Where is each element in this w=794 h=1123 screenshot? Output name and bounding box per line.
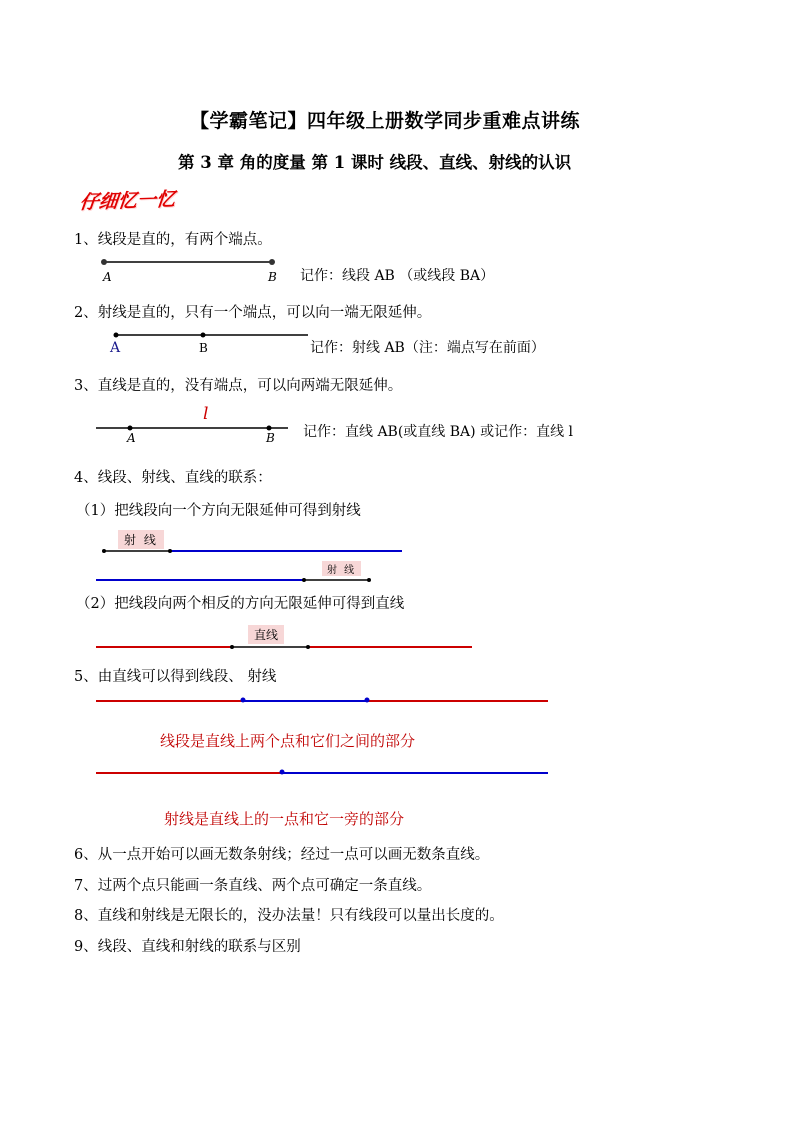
item-2-note: 记作：射线 AB（注：端点写在前面） [310,340,545,356]
ray-label-b: B [199,341,208,355]
line-to-ray-figure [96,770,548,775]
ray-tag-2: 射 线 [322,561,361,576]
chapter-subtitle: 第 3 章 角的度量 第 1 课时 线段、直线、射线的认识 [178,153,572,172]
ray-point-a [114,333,119,338]
item-4-2-text: （2）把线段向两个相反的方向无限延伸可得到直线 [76,596,405,612]
line-label-b: B [266,431,275,445]
item-4-text: 4、线段、射线、直线的联系： [74,470,272,486]
segment-caption: 线段是直线上两个点和它们之间的部分 [160,732,416,750]
item-3-note: 记作：直线 AB(或直线 BA) 或记作：直线 l [303,424,573,440]
item-9-text: 9、线段、直线和射线的联系与区别 [74,939,301,955]
line-label-l: l [203,404,209,424]
item-1-text: 1、线段是直的，有两个端点。 [74,232,272,248]
segment-to-ray-figure-2 [96,578,371,582]
ray-tag-1: 射 线 [118,530,164,549]
segment-label-b: B [268,270,277,284]
item-7-text: 7、过两个点只能画一条直线、两个点可确定一条直线。 [74,878,432,894]
line-figure [96,426,288,431]
ray-caption: 射线是直线上的一点和它一旁的部分 [164,810,405,828]
item-3-text: 3、直线是直的，没有端点，可以向两端无限延伸。 [74,378,403,394]
line-to-segment-figure [96,698,548,703]
line-label-a: A [127,431,136,445]
item-5-text: 5、由直线可以得到线段、 射线 [74,669,277,685]
item-8-text: 8、直线和射线是无限长的，没办法量！只有线段可以量出长度的。 [74,908,504,924]
segment-to-line-figure [96,645,472,649]
segment-point-b [269,259,275,265]
segment-figure [101,259,275,265]
line-point-a [128,426,133,431]
review-badge: 仔细忆一忆 [78,188,177,214]
ray-point-b [201,333,206,338]
segment-label-a: A [103,270,112,284]
segment-point-a [101,259,107,265]
ray-figure [114,333,309,338]
item-1-note: 记作：线段 AB （或线段 BA） [300,268,495,284]
item-2-text: 2、射线是直的，只有一个端点，可以向一端无限延伸。 [74,305,432,321]
item-6-text: 6、从一点开始可以画无数条射线；经过一点可以画无数条直线。 [74,847,490,863]
ray-label-a: A [110,340,121,356]
line-tag: 直线 [248,625,284,644]
line-point-b [267,426,272,431]
segment-to-ray-figure-1 [102,549,402,553]
page-title: 【学霸笔记】四年级上册数学同步重难点讲练 [190,110,581,132]
item-4-1-text: （1）把线段向一个方向无限延伸可得到射线 [76,503,361,519]
